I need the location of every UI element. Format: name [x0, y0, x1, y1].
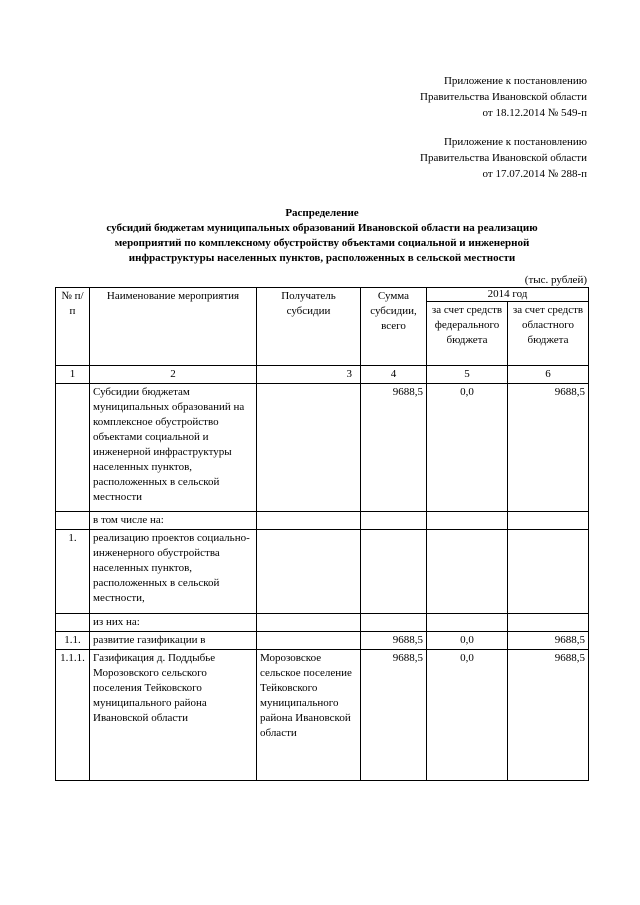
table-row — [56, 632, 589, 650]
row-gas-total: 9688,5 — [361, 632, 427, 650]
appendix-original-line2: Правительства Ивановской области — [420, 152, 587, 164]
row-subsidy-num — [56, 384, 90, 512]
units-label: (тыс. рублей) — [524, 274, 587, 286]
column-number-4: 4 — [361, 366, 427, 384]
row-subsidy-total: 9688,5 — [361, 384, 427, 512]
row-poddybye-recipient: Морозовское сельское поселение Тейковского муниципального района Ивановской области — [257, 650, 361, 781]
column-number-row — [56, 366, 589, 384]
appendix-original-line3: от 17.07.2014 № 288-п — [482, 168, 587, 180]
appendix-current — [420, 73, 587, 121]
appendix-current-line3: от 18.12.2014 № 549-п — [482, 107, 587, 119]
table-row — [56, 650, 589, 781]
row-subsidy-recipient — [257, 384, 361, 512]
header-row-top — [56, 288, 589, 302]
title-line1: Распределение — [285, 207, 359, 219]
header-regional: за счет средств областного бюджета — [508, 302, 589, 366]
row-gas-num: 1.1. — [56, 632, 90, 650]
column-number-1: 1 — [56, 366, 90, 384]
header-total: Сумма субсидии, всего — [361, 288, 427, 366]
row-of-which-name: из них на: — [90, 614, 257, 632]
header-federal: за счет средств федерального бюджета — [427, 302, 508, 366]
row-poddybye-regional: 9688,5 — [508, 650, 589, 781]
row-gas-federal: 0,0 — [427, 632, 508, 650]
appendix-current-line2: Правительства Ивановской области — [420, 91, 587, 103]
column-number-2: 2 — [90, 366, 257, 384]
table-row — [56, 384, 589, 512]
table-row — [56, 614, 589, 632]
document-title — [60, 206, 584, 266]
header-name: Наименование мероприятия — [90, 288, 257, 366]
table-row — [56, 530, 589, 614]
column-number-3: 3 — [257, 366, 361, 384]
row-gas-recipient — [257, 632, 361, 650]
row-poddybye-num: 1.1.1. — [56, 650, 90, 781]
row-poddybye-name: Газификация д. Поддыбье Морозовского сельского поселения Тейковского муниципального района Ивановской области — [90, 650, 257, 781]
subsidy-table — [55, 287, 589, 781]
header-recipient: Получатель субсидии — [257, 288, 361, 366]
row-projects-num: 1. — [56, 530, 90, 614]
column-number-5: 5 — [427, 366, 508, 384]
row-subsidy-regional: 9688,5 — [508, 384, 589, 512]
row-poddybye-total: 9688,5 — [361, 650, 427, 781]
appendix-current-line1: Приложение к постановлению — [443, 75, 587, 87]
row-poddybye-federal: 0,0 — [427, 650, 508, 781]
appendix-original — [420, 134, 587, 182]
column-number-6: 6 — [508, 366, 589, 384]
row-gas-regional: 9688,5 — [508, 632, 589, 650]
row-subsidy-federal: 0,0 — [427, 384, 508, 512]
title-line3: мероприятий по комплексному обустройству объектами социальной и инженерной — [114, 237, 530, 249]
row-projects-name: реализацию проектов социально-инженерного обустройства населенных пунктов, расположенных в сельской местности, — [90, 530, 257, 614]
title-line2: субсидий бюджетам муниципальных образований Ивановской области на реализацию — [106, 222, 538, 234]
table-row — [56, 512, 589, 530]
header-num: № п/п — [56, 288, 90, 366]
title-line4: инфраструктуры населенных пунктов, расположенных в сельской местности — [128, 252, 516, 264]
row-subsidy-name: Субсидии бюджетам муниципальных образований на комплексное обустройство объектами социальной и инженерной инфраструктуры населенных пунктов, расположенных в сельской местности — [90, 384, 257, 512]
header-year: 2014 год — [427, 288, 589, 302]
appendix-original-line1: Приложение к постановлению — [443, 136, 587, 148]
row-gas-name: развитие газификации в — [90, 632, 257, 650]
row-including-name: в том числе на: — [90, 512, 257, 530]
